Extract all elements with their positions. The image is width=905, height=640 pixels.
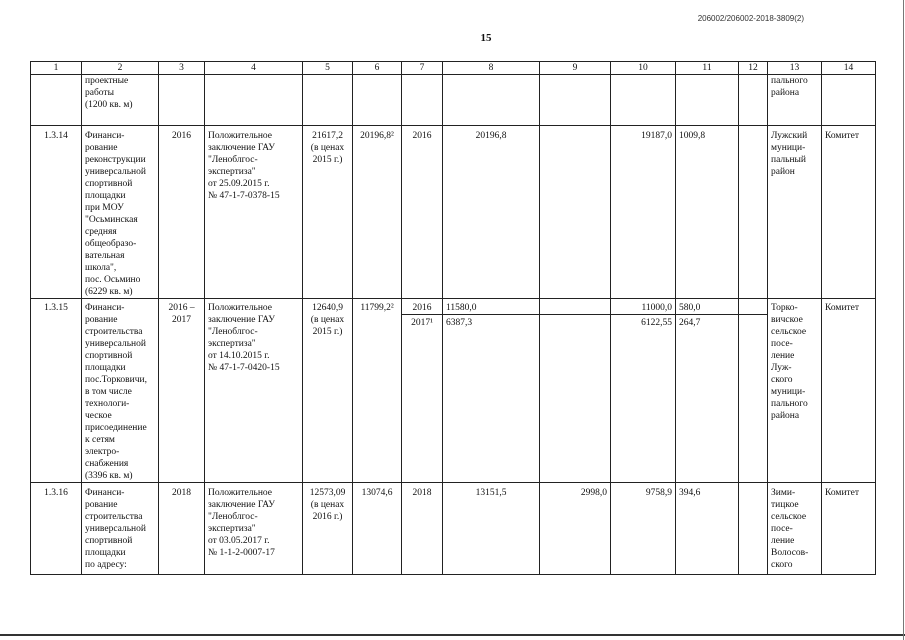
col10-cell: 19187,0 — [611, 126, 676, 299]
period-cell — [159, 75, 205, 126]
customer-cell: Комитет — [822, 126, 876, 299]
row-number-cell: 1.3.16 — [31, 483, 82, 575]
period-cell: 2018 — [159, 483, 205, 575]
column-number: 1 — [31, 62, 82, 75]
col9-cell: 2998,0 — [540, 483, 611, 575]
column-number: 4 — [205, 62, 303, 75]
col12-cell — [739, 315, 768, 483]
year-cell — [402, 75, 443, 126]
column-number-row — [31, 62, 876, 75]
col9-cell — [540, 126, 611, 299]
conclusion-cell: Положительное заключение ГАУ "Леноблгос- экспертиза" от 25.09.2015 г. № 47-1-7-0378-15 — [205, 126, 303, 299]
year-cell: 2018 — [402, 483, 443, 575]
col12-cell — [739, 126, 768, 299]
cost-cell: 12640,9 (в ценах 2015 г.) — [303, 299, 353, 483]
col12-cell — [739, 483, 768, 575]
sum-cell: 11580,0 — [443, 299, 540, 315]
col10-cell: 11000,0 — [611, 299, 676, 315]
cost-cell: 21617,2 (в ценах 2015 г.) — [303, 126, 353, 299]
object-name-cell: Финанси- рование строительства универсальной спортивной площадки пос.Торковичи, в том числе технологи- ческое присоединение к сетям электро- снабжения (3396 кв. м) — [82, 299, 159, 483]
customer-cell: Комитет — [822, 483, 876, 575]
district-cell: Торко- вичское сельское посе- ление Луж- ского муници- пального района — [768, 299, 822, 483]
period-cell: 2016 – 2017 — [159, 299, 205, 483]
document-id: 206002/206002-2018-3809(2) — [697, 14, 804, 23]
table-row-continued — [31, 75, 876, 126]
column-number: 5 — [303, 62, 353, 75]
conclusion-cell: Положительное заключение ГАУ "Леноблгос- экспертиза" от 14.10.2015 г. № 47-1-7-0420-15 — [205, 299, 303, 483]
column-number: 2 — [82, 62, 159, 75]
total-cell: 11799,2² — [353, 299, 402, 483]
col11-cell — [676, 75, 739, 126]
page-right-border — [903, 0, 904, 640]
column-number: 6 — [353, 62, 402, 75]
column-number: 13 — [768, 62, 822, 75]
column-number: 12 — [739, 62, 768, 75]
row-number-cell: 1.3.15 — [31, 299, 82, 483]
table-row — [31, 483, 876, 575]
column-number: 7 — [402, 62, 443, 75]
year-cell: 2016 — [402, 299, 443, 315]
total-cell — [353, 75, 402, 126]
sum-cell: 13151,5 — [443, 483, 540, 575]
col9-cell — [540, 299, 611, 315]
row-number-cell — [31, 75, 82, 126]
customer-cell — [822, 75, 876, 126]
district-cell: Лужский муници- пальный район — [768, 126, 822, 299]
sum-cell: 20196,8 — [443, 126, 540, 299]
col10-cell: 6122,55 — [611, 315, 676, 483]
total-cell: 20196,8² — [353, 126, 402, 299]
table-row — [31, 299, 876, 315]
total-cell: 13074,6 — [353, 483, 402, 575]
col10-cell — [611, 75, 676, 126]
column-number: 10 — [611, 62, 676, 75]
col11-cell: 394,6 — [676, 483, 739, 575]
customer-cell: Комитет — [822, 299, 876, 483]
program-table — [30, 61, 876, 575]
page-bottom-border — [0, 634, 905, 636]
col11-cell: 1009,8 — [676, 126, 739, 299]
district-cell: Зими- тицкое сельское посе- ление Волосов- ского — [768, 483, 822, 575]
year-cell: 2016 — [402, 126, 443, 299]
column-number: 9 — [540, 62, 611, 75]
period-cell: 2016 — [159, 126, 205, 299]
col12-cell — [739, 75, 768, 126]
object-name-cell: проектные работы (1200 кв. м) — [82, 75, 159, 126]
page-number: 15 — [480, 32, 492, 44]
table-row — [31, 126, 876, 299]
column-number: 14 — [822, 62, 876, 75]
year-cell: 2017¹ — [402, 315, 443, 483]
row-number-cell: 1.3.14 — [31, 126, 82, 299]
col11-cell: 580,0 — [676, 299, 739, 315]
sum-cell: 6387,3 — [443, 315, 540, 483]
col9-cell — [540, 75, 611, 126]
column-number: 3 — [159, 62, 205, 75]
cost-cell — [303, 75, 353, 126]
column-number: 11 — [676, 62, 739, 75]
cost-cell: 12573,09 (в ценах 2016 г.) — [303, 483, 353, 575]
col11-cell: 264,7 — [676, 315, 739, 483]
conclusion-cell: Положительное заключение ГАУ "Леноблгос- экспертиза" от 03.05.2017 г. № 1-1-2-0007-17 — [205, 483, 303, 575]
column-number: 8 — [443, 62, 540, 75]
col12-cell — [739, 299, 768, 315]
object-name-cell: Финанси- рование реконструкции универсальной спортивной площадки при МОУ "Осьминская средняя общеобразо- вательная школа", пос. Осьмино (6229 кв. м) — [82, 126, 159, 299]
col9-cell — [540, 315, 611, 483]
col10-cell: 9758,9 — [611, 483, 676, 575]
district-cell: пального района — [768, 75, 822, 126]
sum-cell — [443, 75, 540, 126]
conclusion-cell — [205, 75, 303, 126]
object-name-cell: Финанси- рование строительства универсальной спортивной площадки по адресу: — [82, 483, 159, 575]
